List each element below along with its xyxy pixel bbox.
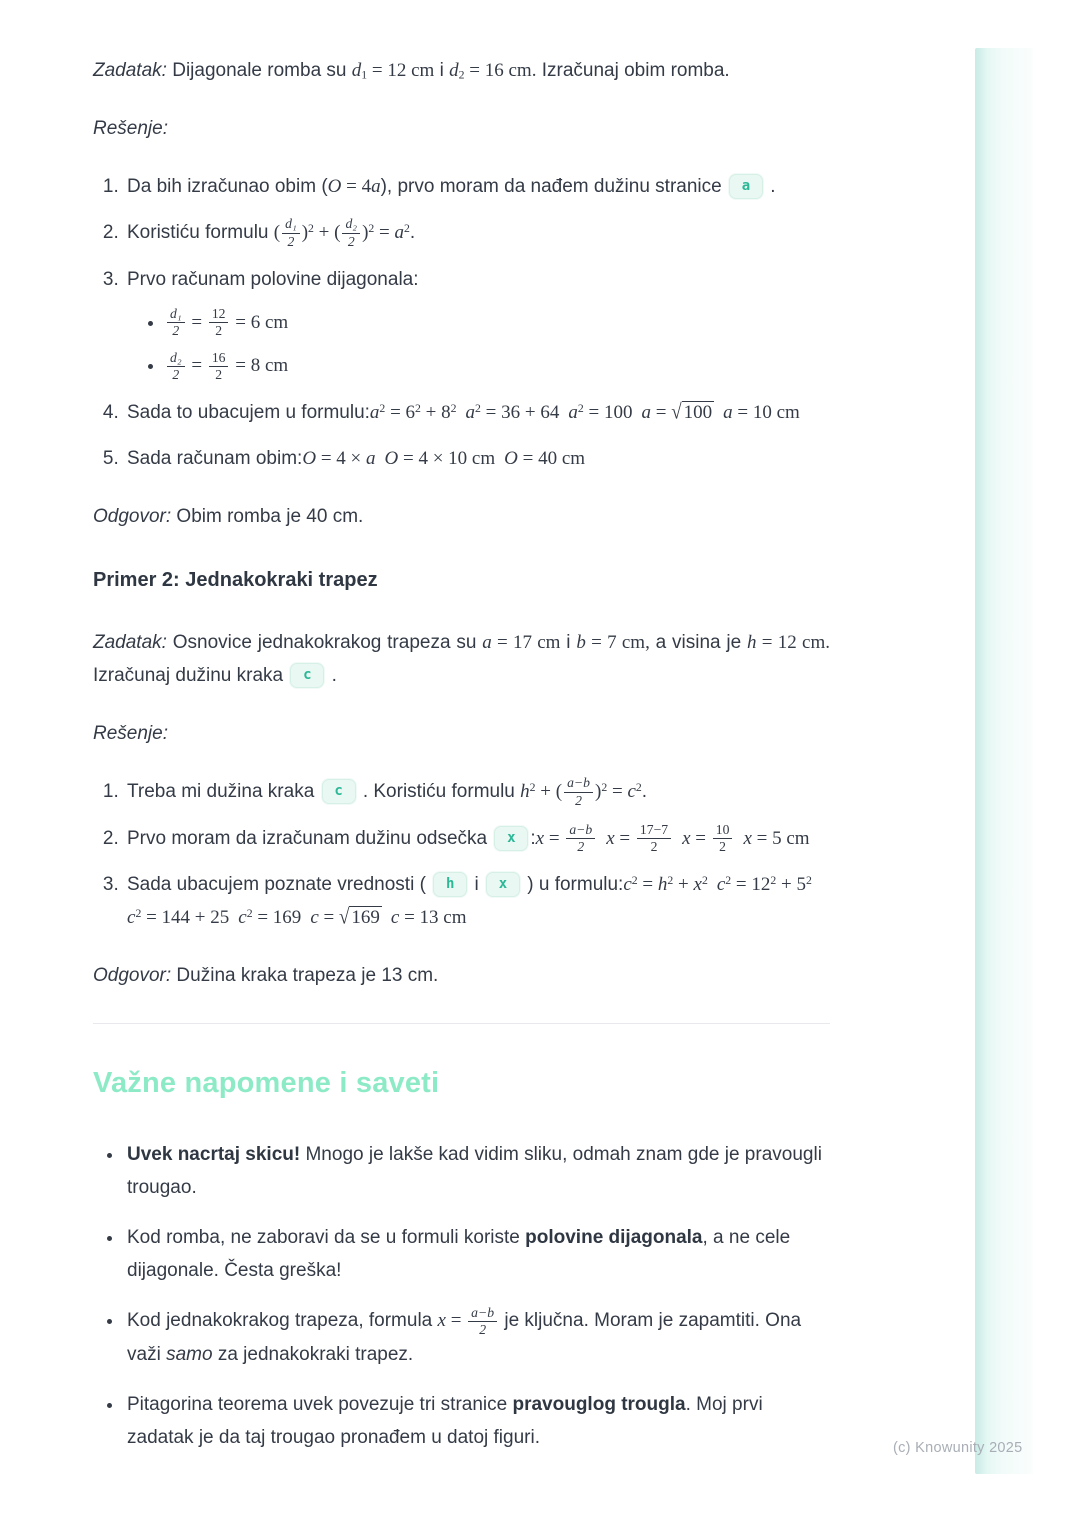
step-item: 1. Da bih izračunao obim (O = 4a), prvo moram da nađem dužinu stranice a . [124, 170, 830, 203]
inline-variable-chip-c: c [290, 663, 324, 688]
problem1-solution-label: Rešenje: [93, 118, 168, 140]
fraction: • $\frac{\text{d₁}}{2}$ [167, 306, 185, 339]
inline-variable-chip-x: x [494, 826, 528, 851]
step-item: 5. Sada računam obim:O = 4 × a O = 4 × 10 cm O = 40 cm [124, 442, 830, 475]
notes-list [93, 1138, 830, 1454]
sqrt-expression: √ 169 [338, 906, 380, 930]
accent-strip [975, 48, 1033, 1474]
notes-heading: Važne napomene i saveti [93, 1066, 440, 1099]
example2-heading: Primer 2: Jednakokraki trapez [93, 569, 378, 592]
problem2-answer: Odgovor: Dužina kraka trapeza je 13 cm. [93, 965, 439, 987]
step-item: 2. Prvo moram da izračunam dužinu odsečka x :x = $\frac{a-b}{2}$ x = $\frac{17-7}{2}$ x = $\frac{10}{2}$ x = 5 cm [124, 822, 830, 856]
fraction: $\frac{12}{2}$ [209, 306, 229, 339]
fraction: $\frac{a-b}{2}$ [468, 1305, 497, 1338]
inline-variable-chip-c: c [322, 779, 356, 804]
step-item: 4. Sada to ubacujem u $formulu:a^2 = 6^2 + 8^2$ $a^2 = 36 + 64$ $a^2 = 100$ a = √ 100 a = 10 cm [124, 396, 830, 429]
note-item: • Pitagorina teorema uvek povezuje tri stranice pravouglog trougla. Moj prvi zadatak je da taj trougao pronađem u datoj figuri. [124, 1388, 830, 1454]
sub-step-item: • $\frac{\text{d₁}}{2}$ = $\frac{12}{2}$ = 6 cm [165, 306, 830, 340]
step-item: 3. Sada ubacujem poznate vrednosti ( h i x ) u $formulu:c^2 = h^2 + x^2$ $c^2 = 12^2 + 5^2c^2 = 144 + 25$ $c^2 = 169$ c = √ 169 c = 13 cm [124, 868, 830, 934]
fraction: $\frac{16}{2}$ [209, 350, 229, 383]
copyright-watermark: (c) Knowunity 2025 [893, 1440, 1023, 1456]
note-item: • Kod jednakokrakog trapeza, formula x = $\frac{a-b}{2}$ je ključna. Moram je zapamtiti. Ona važi samo za jednakokraki trapez. [124, 1304, 830, 1371]
fraction: $\frac{\text{d₂}}{2}$ [342, 216, 360, 249]
step-lead: Prvo računam polovine dijagonala: [127, 268, 419, 290]
inline-variable-chip-h: h [433, 872, 467, 897]
problem1-steps [93, 170, 830, 475]
half-diagonals-list [127, 306, 830, 383]
step-item: 2. Koristiću formulu ( $\frac{\text{d₁}}{2}$ )$^2$ + ( $\frac{\text{d₂}}{2}$ )$^2 = a^2$. [124, 216, 830, 250]
fraction: $\frac{10}{2}$ [713, 822, 733, 855]
problem1-answer: Odgovor: Obim romba je 40 cm. [93, 506, 364, 528]
fraction: $\frac{a-b}{2}$ [566, 822, 595, 855]
section-divider [93, 1023, 830, 1024]
problem2-steps [93, 775, 830, 934]
sqrt-expression: √ 100 [671, 400, 713, 425]
fraction: $\frac{a-b}{2}$ [564, 775, 593, 808]
step-item [124, 263, 830, 383]
problem2-task: Zadatak: Osnovice jednakokrakog trapeza su a = 17 cm i b = 7 cm, a visina je h = 12 cm. Izračunaj dužinu kraka c . [93, 632, 830, 687]
note-item: • Uvek nacrtaj skicu! Mnogo je lakše kad vidim sliku, odmah znam gde je pravougli trougao. [124, 1138, 830, 1204]
document-content [93, 54, 830, 1471]
sub-step-item: • $\frac{\text{d₂}}{2}$ = $\frac{16}{2}$ = 8 cm [165, 349, 830, 383]
fraction: • $\frac{\text{d₂}}{2}$ [167, 350, 185, 383]
problem1-task: Zadatak: Dijagonale romba su $d_1 = 12$ cm i $d_2 = 16$ cm. Izračunaj obim romba. [93, 60, 730, 82]
fraction: $\frac{17-7}{2}$ [637, 822, 671, 855]
inline-variable-chip-a: a [729, 174, 763, 199]
problem2-solution-label: Rešenje: [93, 723, 168, 745]
step-item: 1. Treba mi dužina kraka c . Koristiću formulu $h^2$ + ( $\frac{a-b}{2}$ )$^2 = c^2$. [124, 775, 830, 809]
inline-variable-chip-x: x [486, 872, 520, 897]
fraction: $\frac{\text{d₁}}{2}$ [282, 216, 300, 249]
note-item: • Kod romba, ne zaboravi da se u formuli koriste polovine dijagonala, a ne cele dijagonale. Česta greška! [124, 1221, 830, 1287]
